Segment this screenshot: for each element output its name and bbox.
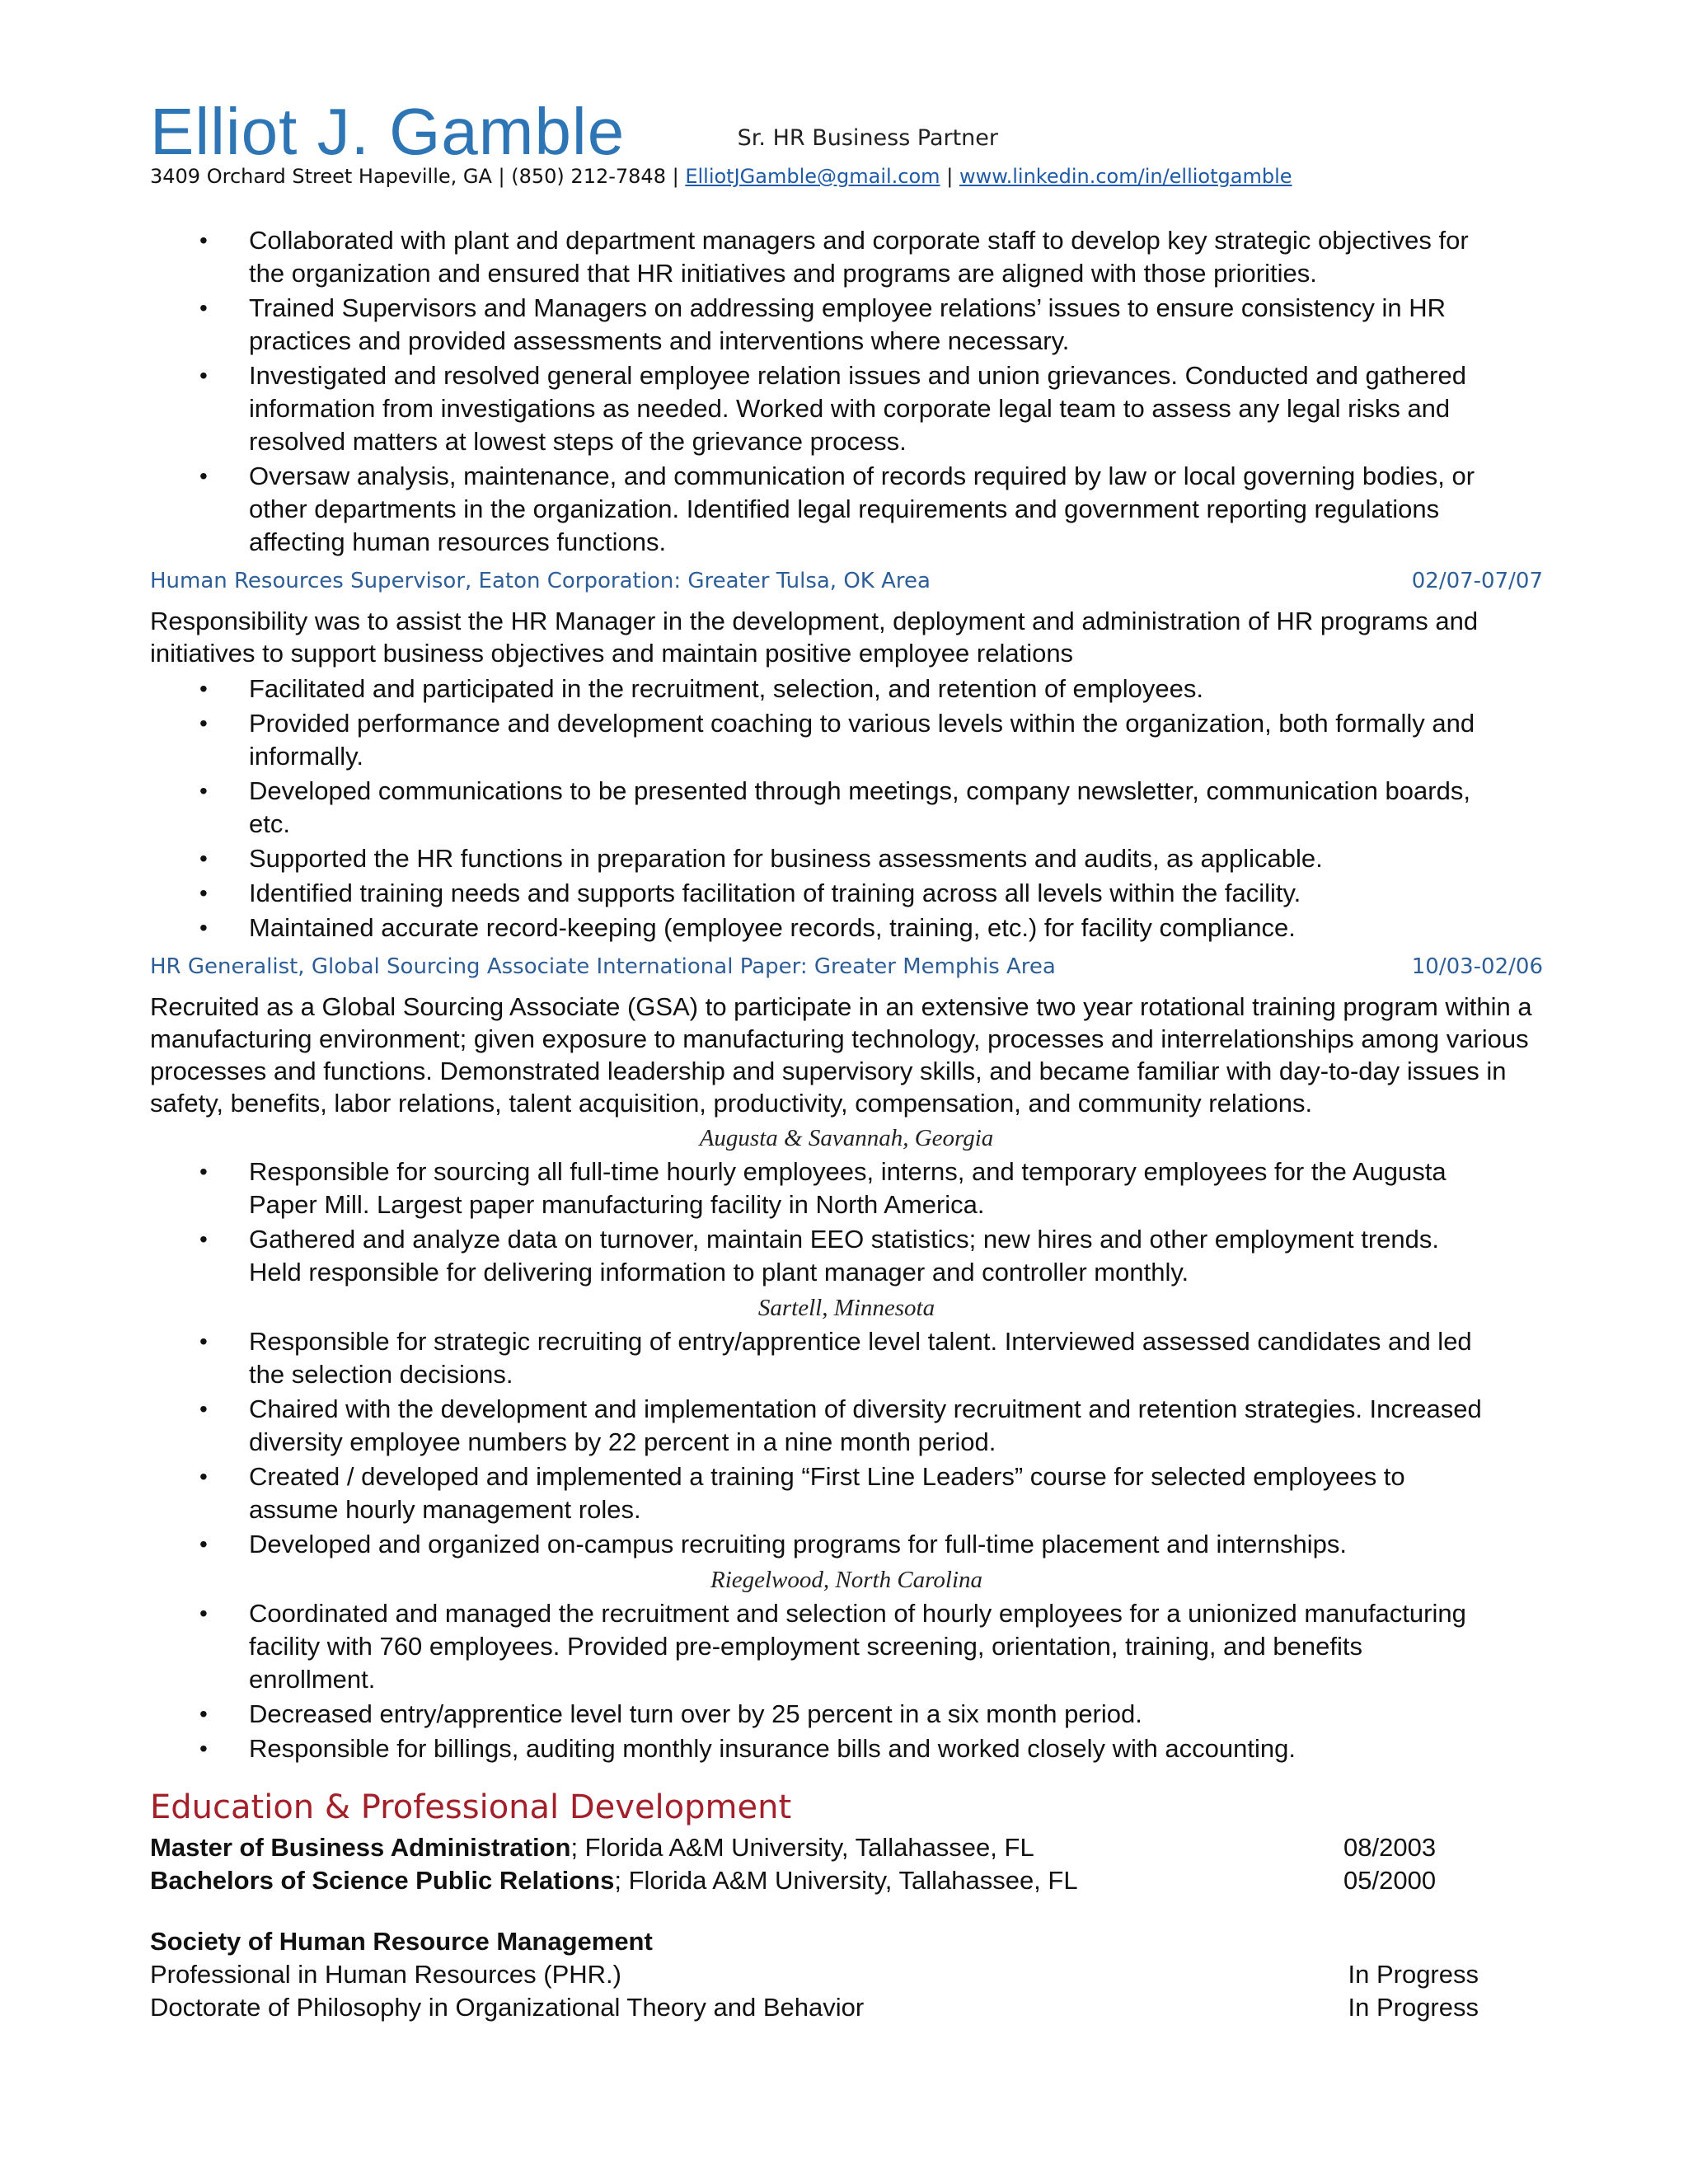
list-item: • Decreased entry/apprentice level turn over by 25 percent in a six month period. bbox=[150, 1698, 1543, 1731]
bullet-icon: • bbox=[199, 710, 208, 736]
degree-name: Master of Business Administration bbox=[150, 1833, 571, 1862]
list-item: • Oversaw analysis, maintenance, and communication of records required by law or local governing bodies, or other departments in the organization. Identified legal requirements and government reporting regulations affecting human resources functions. bbox=[199, 462, 1475, 556]
degree-date: 05/2000 bbox=[1343, 1866, 1437, 1895]
location-subheading: Sartell, Minnesota bbox=[757, 1295, 935, 1321]
bullet-icon: • bbox=[199, 295, 208, 321]
intro-bullet-list bbox=[150, 224, 1543, 559]
contact-address-phone: 3409 Orchard Street Hapeville, GA | (850) 212-7848 | bbox=[150, 165, 679, 188]
organization-name: Society of Human Resource Management bbox=[150, 1927, 653, 1956]
list-item: • Supported the HR functions in preparation for business assessments and audits, as applicable. bbox=[150, 842, 1543, 875]
bullet-icon: • bbox=[199, 778, 208, 804]
bullet-icon: • bbox=[199, 846, 208, 871]
location3-bullet-list bbox=[150, 1597, 1543, 1765]
bullet-icon: • bbox=[199, 915, 208, 940]
location-subheading: Riegelwood, North Carolina bbox=[710, 1567, 983, 1593]
certification-status: In Progress bbox=[1348, 1993, 1479, 2022]
certification-row bbox=[150, 1991, 1479, 2024]
bullet-icon: • bbox=[199, 227, 208, 253]
degree-date: 08/2003 bbox=[1343, 1833, 1437, 1862]
list-item: • Responsible for strategic recruiting of entry/apprentice level talent. Interviewed assessed candidates and led the selection decisions. bbox=[199, 1327, 1472, 1389]
list-item: • Developed communications to be presented through meetings, company newsletter, communication boards, etc. bbox=[199, 776, 1470, 838]
bullet-icon: • bbox=[199, 1531, 208, 1557]
bullet-icon: • bbox=[199, 1464, 208, 1489]
job-dates: 02/07-07/07 bbox=[1411, 569, 1543, 593]
degree-school: ; Florida A&M University, Tallahassee, FL bbox=[614, 1866, 1078, 1895]
job-heading-international-paper bbox=[150, 954, 1543, 979]
location1-bullet-list bbox=[150, 1155, 1543, 1289]
certification-status: In Progress bbox=[1348, 1960, 1479, 1989]
list-item: • Chaired with the development and implementation of diversity recruitment and retention strategies. Increased diversity employee numbers by 22 percent in a nine month period. bbox=[199, 1394, 1482, 1456]
list-item: • Coordinated and managed the recruitment and selection of hourly employees for a unionized manufacturing facility with 760 employees. Provided pre-employment screening, orientation, training, and benefits enrollment. bbox=[199, 1599, 1466, 1694]
job-dates: 10/03-02/06 bbox=[1411, 954, 1543, 979]
list-item: • Gathered and analyze data on turnover, maintain EEO statistics; new hires and other employment trends. Held responsible for delivering information to plant manager and controller monthly. bbox=[199, 1225, 1440, 1286]
bullet-icon: • bbox=[199, 1396, 208, 1422]
bullet-icon: • bbox=[199, 1601, 208, 1626]
job-description: Responsibility was to assist the HR Manager in the development, deployment and administration of HR programs and initiatives to support business objectives and maintain positive employee relations bbox=[150, 607, 1479, 668]
bullet-icon: • bbox=[199, 463, 208, 489]
degree-school: ; Florida A&M University, Tallahassee, FL bbox=[570, 1833, 1034, 1862]
candidate-name: Elliot J. Gamble bbox=[150, 95, 626, 168]
certification-name: Professional in Human Resources (PHR.) bbox=[150, 1960, 621, 1989]
contact-separator: | bbox=[946, 165, 954, 188]
contact-line bbox=[150, 165, 1292, 188]
job-title: Human Resources Supervisor, Eaton Corporation: Greater Tulsa, OK Area bbox=[150, 569, 931, 593]
list-item: • Responsible for billings, auditing monthly insurance bills and worked closely with accounting. bbox=[150, 1732, 1543, 1765]
certification-name: Doctorate of Philosophy in Organizational Theory and Behavior bbox=[150, 1993, 865, 2022]
bullet-icon: • bbox=[199, 1329, 208, 1354]
email-link[interactable]: ElliotJGamble@gmail.com bbox=[685, 165, 940, 188]
list-item: • Identified training needs and supports facilitation of training across all levels within the facility. bbox=[150, 877, 1543, 910]
candidate-title: Sr. HR Business Partner bbox=[737, 125, 998, 151]
location-subheading: Augusta & Savannah, Georgia bbox=[699, 1125, 994, 1151]
resume-body bbox=[150, 224, 1543, 2024]
list-item: • Created / developed and implemented a training “First Line Leaders” course for selected employees to assume hourly management roles. bbox=[199, 1462, 1405, 1524]
bullet-icon: • bbox=[199, 363, 208, 388]
list-item: • Facilitated and participated in the recruitment, selection, and retention of employees. bbox=[150, 673, 1543, 705]
bullet-icon: • bbox=[199, 1701, 208, 1727]
bullet-icon: • bbox=[199, 1736, 208, 1761]
job-title: HR Generalist, Global Sourcing Associate International Paper: Greater Memphis Area bbox=[150, 954, 1056, 979]
certification-row bbox=[150, 1958, 1479, 1991]
bullet-icon: • bbox=[199, 1226, 208, 1252]
list-item: • Collaborated with plant and department managers and corporate staff to develop key strategic objectives for the organization and ensured that HR initiatives and programs are aligned with those priorities. bbox=[199, 226, 1469, 288]
linkedin-link[interactable]: www.linkedin.com/in/elliotgamble bbox=[959, 165, 1292, 188]
job-description: Recruited as a Global Sourcing Associate (GSA) to participate in an extensive two year rotational training program within a manufacturing environment; given exposure to manufacturing technology, processes and interrelationships among various processes and functions. Demonstrated leadership and supervisory skills, and became familiar with day-to-day issues in safety, benefits, labor relations, talent acquisition, productivity, compensation, and community relations. bbox=[150, 992, 1532, 1118]
list-item: • Maintained accurate record-keeping (employee records, training, etc.) for facility compliance. bbox=[150, 912, 1543, 944]
bullet-icon: • bbox=[199, 676, 208, 701]
bullet-icon: • bbox=[199, 1159, 208, 1184]
degree-row bbox=[150, 1864, 1543, 1897]
job1-bullet-list bbox=[150, 673, 1543, 944]
list-item: • Investigated and resolved general employee relation issues and union grievances. Conducted and gathered information from investigations as needed. Worked with corporate legal team to assess any legal risks and resolved matters at lowest steps of the grievance process. bbox=[199, 361, 1466, 456]
resume-header bbox=[150, 92, 1551, 171]
degree-name: Bachelors of Science Public Relations bbox=[150, 1866, 615, 1895]
location2-bullet-list bbox=[150, 1325, 1543, 1561]
list-item: • Provided performance and development coaching to various levels within the organization, both formally and informally. bbox=[199, 709, 1475, 771]
list-item: • Trained Supervisors and Managers on addressing employee relations’ issues to ensure consistency in HR practices and provided assessments and interventions where necessary. bbox=[199, 293, 1447, 355]
degree-row bbox=[150, 1831, 1543, 1864]
list-item: • Developed and organized on-campus recruiting programs for full-time placement and internships. bbox=[150, 1528, 1543, 1561]
bullet-icon: • bbox=[199, 880, 208, 906]
job-heading-eaton bbox=[150, 569, 1543, 593]
education-section-heading: Education & Professional Development bbox=[150, 1788, 792, 1826]
list-item: • Responsible for sourcing all full-time hourly employees, interns, and temporary employees for the Augusta Paper Mill. Largest paper manufacturing facility in North America. bbox=[199, 1157, 1447, 1219]
